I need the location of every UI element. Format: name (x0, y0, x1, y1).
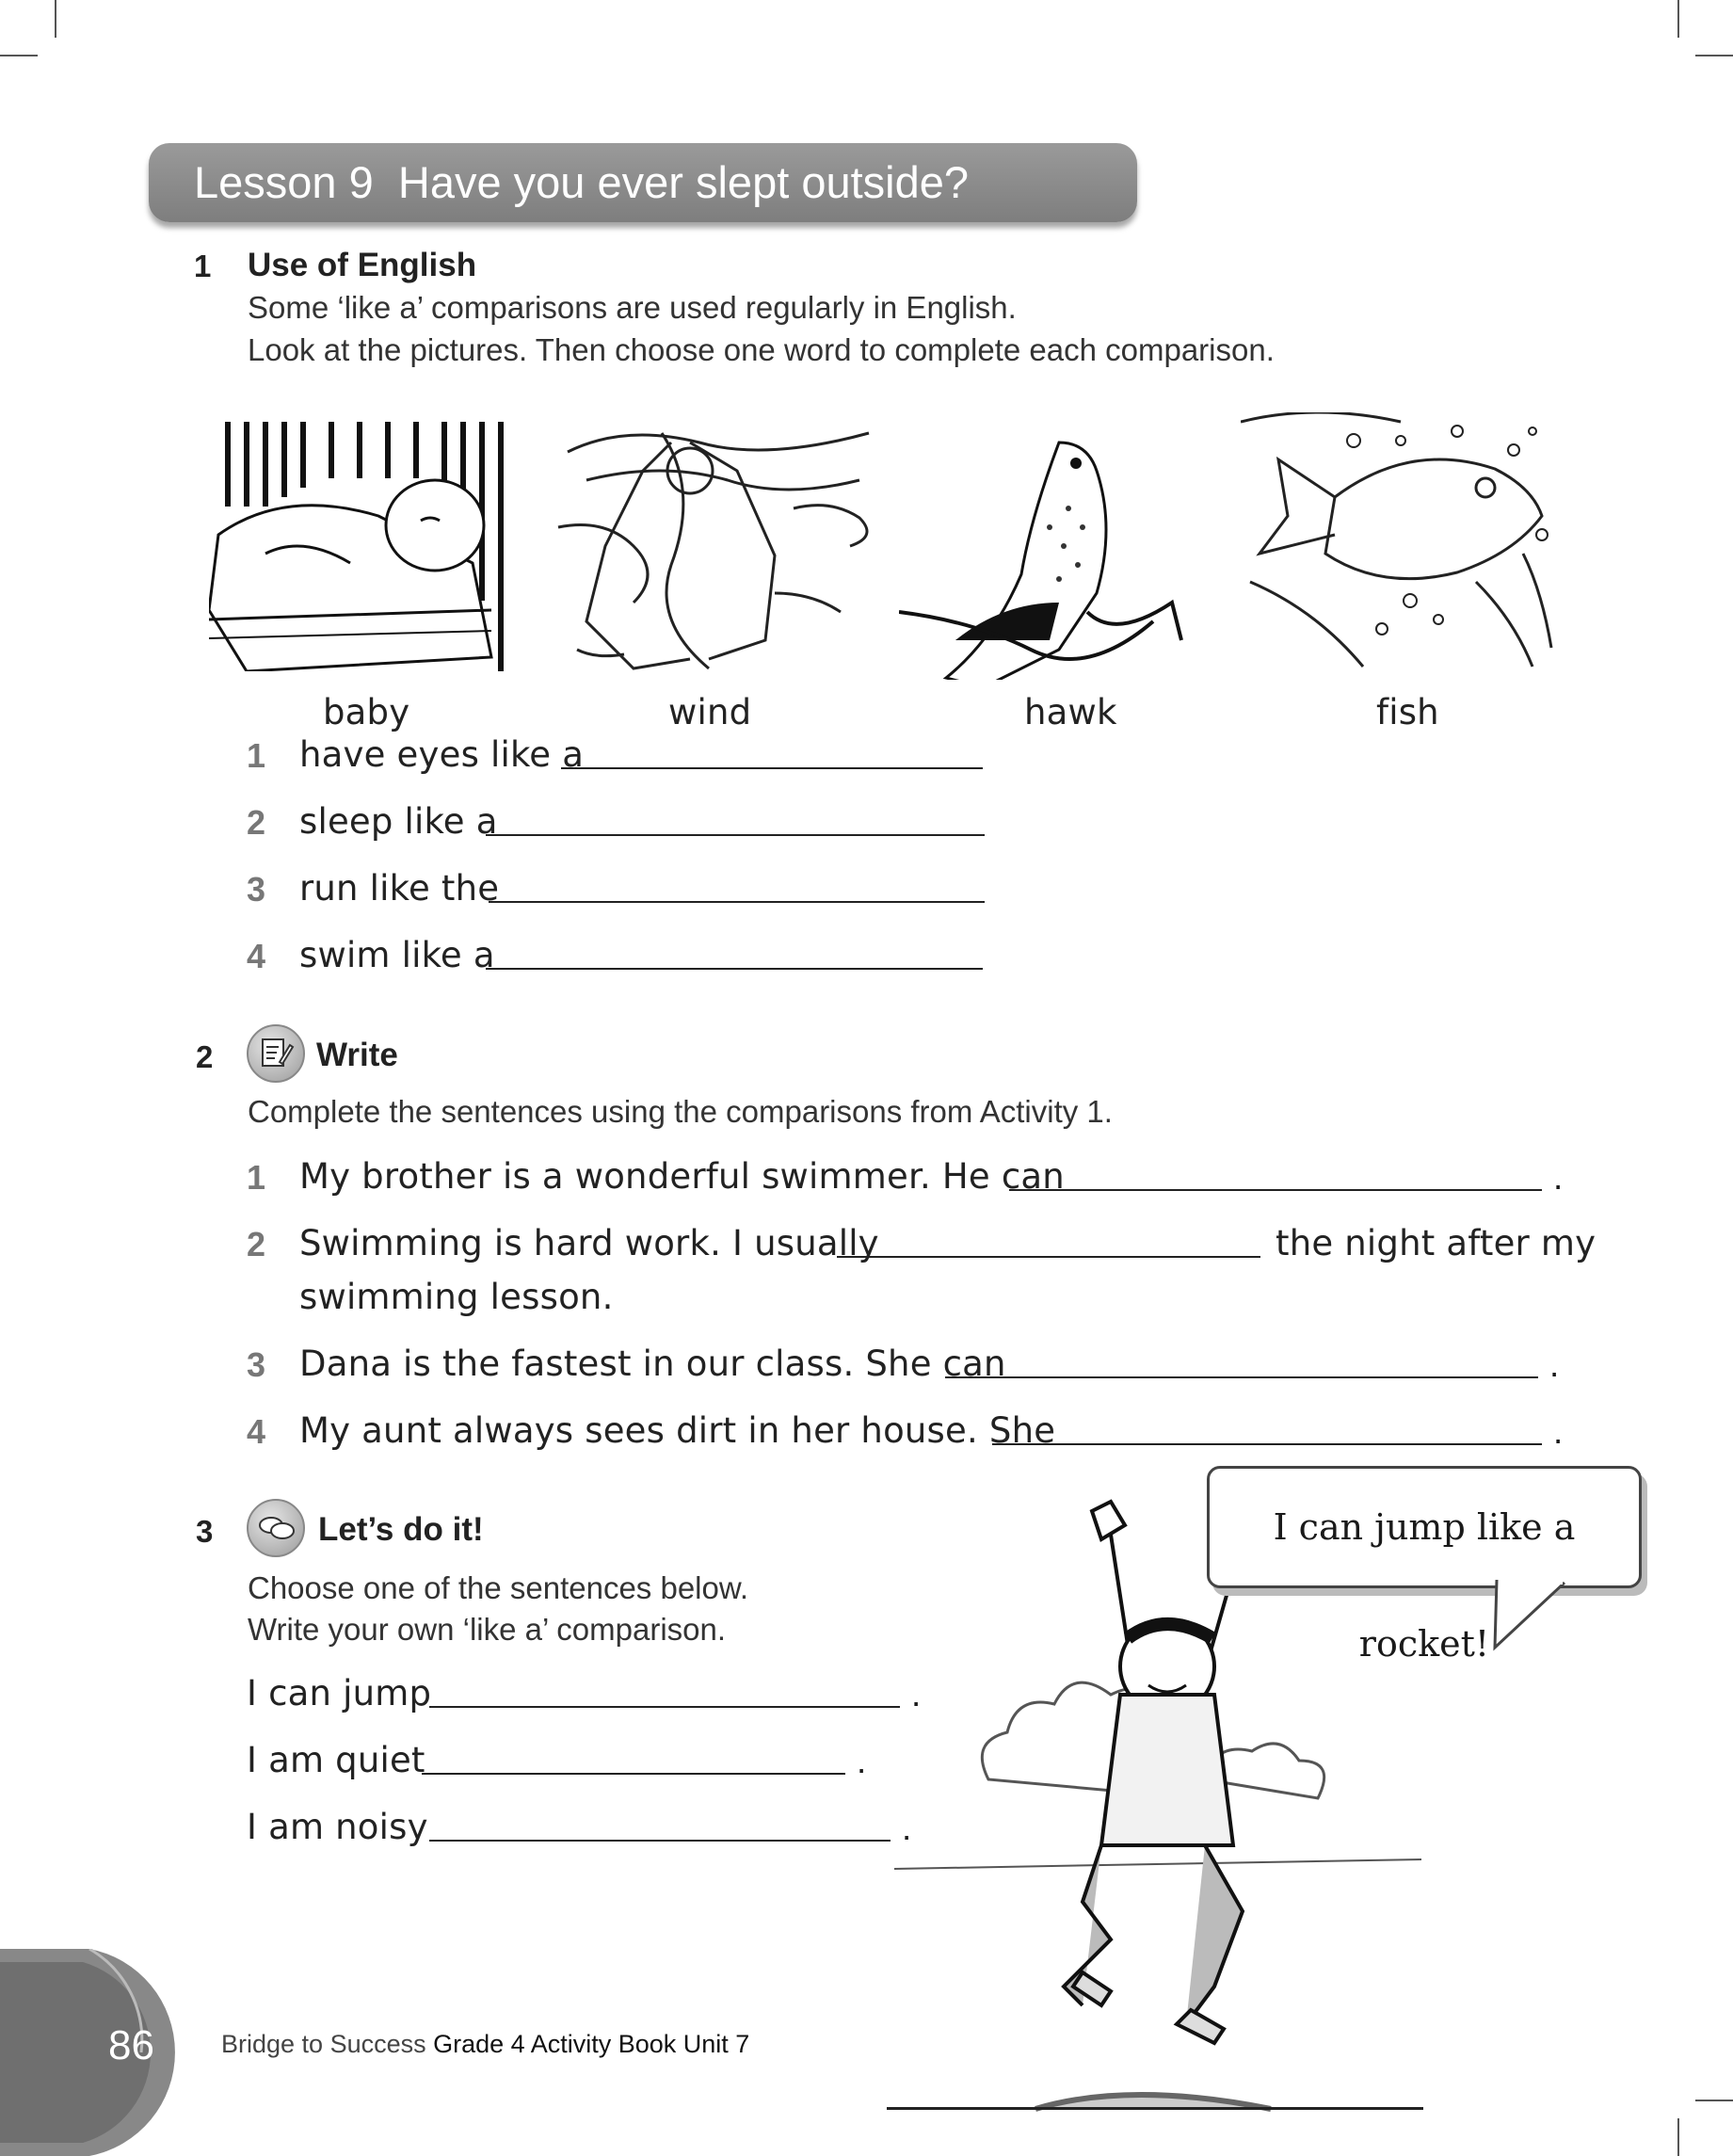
item-text: I can jump (247, 1673, 432, 1714)
lesson-title: Have you ever slept outside? (397, 157, 970, 207)
page-number-tab (0, 1949, 198, 2156)
item-text: sleep like a (299, 801, 498, 842)
item-number: 2 (247, 803, 266, 842)
activity1-number: 1 (194, 249, 212, 283)
answer-blank[interactable] (837, 1256, 1260, 1258)
answer-blank[interactable] (945, 1376, 1538, 1378)
fish-illustration (1241, 412, 1565, 678)
page-number: 86 (108, 2022, 154, 2068)
crop-mark (1695, 55, 1733, 56)
item-number: 4 (247, 937, 266, 975)
wind-illustration (549, 414, 878, 680)
activity3-instruction: Choose one of the sentences below. (248, 1570, 749, 1605)
sentence-end: . (1549, 1345, 1560, 1384)
item-number: 3 (247, 1345, 266, 1384)
speech-bubble-text: I can jump like a rocket! (1273, 1506, 1576, 1665)
picture-word-hawk: hawk (1024, 692, 1117, 732)
activity3-title: Let’s do it! (318, 1511, 484, 1548)
activity3-number: 3 (196, 1514, 214, 1549)
lesson-label: Lesson 9 (194, 157, 374, 207)
footer-book: Grade 4 Activity Book Unit 7 (433, 2030, 750, 2058)
hawk-illustration (899, 424, 1191, 680)
item-text: Swimming is hard work. I usually (299, 1223, 879, 1263)
activity3-instruction: Write your own ‘like a’ comparison. (248, 1612, 727, 1647)
answer-blank[interactable] (992, 1443, 1542, 1445)
picture-word-baby: baby (323, 692, 410, 732)
item-text: run like the (299, 868, 500, 909)
item-number: 4 (247, 1412, 266, 1451)
picture-word-wind: wind (668, 692, 752, 732)
item-text: My aunt always sees dirt in her house. She (299, 1410, 1056, 1451)
activity2-instruction: Complete the sentences using the comparisons from Activity 1. (248, 1094, 1113, 1129)
item-number: 1 (247, 1158, 266, 1197)
answer-blank[interactable] (486, 834, 985, 836)
activity2-title: Write (316, 1037, 398, 1073)
item-text-continued: the night after my (1276, 1223, 1597, 1263)
jumping-boy-illustration (894, 1497, 1421, 2118)
item-number: 3 (247, 870, 266, 909)
activity1-instruction: Some ‘like a’ comparisons are used regularly in English. (248, 290, 1017, 325)
answer-blank[interactable] (422, 1773, 845, 1775)
answer-blank[interactable] (486, 968, 983, 970)
baby-sleeping-illustration (209, 422, 512, 671)
item-number: 1 (247, 736, 266, 775)
sentence-end: . (1553, 1412, 1564, 1451)
sentence-end: . (1553, 1158, 1564, 1197)
footer-series: Bridge to Success (221, 2030, 426, 2058)
ground-line (887, 2107, 1423, 2110)
answer-blank[interactable] (1009, 1189, 1542, 1191)
picture-word-fish: fish (1376, 692, 1439, 732)
answer-blank[interactable] (561, 767, 983, 769)
sentence-end: . (857, 1742, 867, 1780)
crop-mark (55, 0, 56, 38)
item-text: I am noisy (247, 1807, 428, 1847)
speech-bubble-tail (1487, 1580, 1572, 1651)
item-text-line2: swimming lesson. (299, 1277, 614, 1317)
activity1-instruction: Look at the pictures. Then choose one word to complete each comparison. (248, 332, 1275, 367)
sentence-end: . (911, 1675, 922, 1714)
crop-mark (0, 55, 38, 56)
activity1-title: Use of English (248, 247, 477, 283)
lesson-title-bar (149, 143, 1137, 222)
crop-mark (1677, 0, 1679, 38)
crop-mark (1695, 2100, 1733, 2101)
answer-blank[interactable] (429, 1840, 891, 1842)
speech-bubbles-icon (247, 1499, 305, 1557)
speech-bubble (1207, 1466, 1642, 1665)
item-text: have eyes like a (299, 734, 585, 775)
activity2-number: 2 (196, 1039, 214, 1074)
footer-text (221, 2030, 749, 2059)
crop-mark (1677, 2118, 1679, 2156)
notepad-pencil-icon (247, 1024, 305, 1083)
item-text: Dana is the fastest in our class. She can (299, 1343, 1006, 1384)
item-text: swim like a (299, 935, 495, 975)
item-text: I am quiet (247, 1740, 425, 1780)
item-text: My brother is a wonderful swimmer. He can (299, 1156, 1065, 1197)
item-number: 2 (247, 1225, 266, 1263)
sentence-end: . (902, 1809, 912, 1847)
answer-blank[interactable] (489, 901, 985, 903)
answer-blank[interactable] (429, 1706, 900, 1708)
